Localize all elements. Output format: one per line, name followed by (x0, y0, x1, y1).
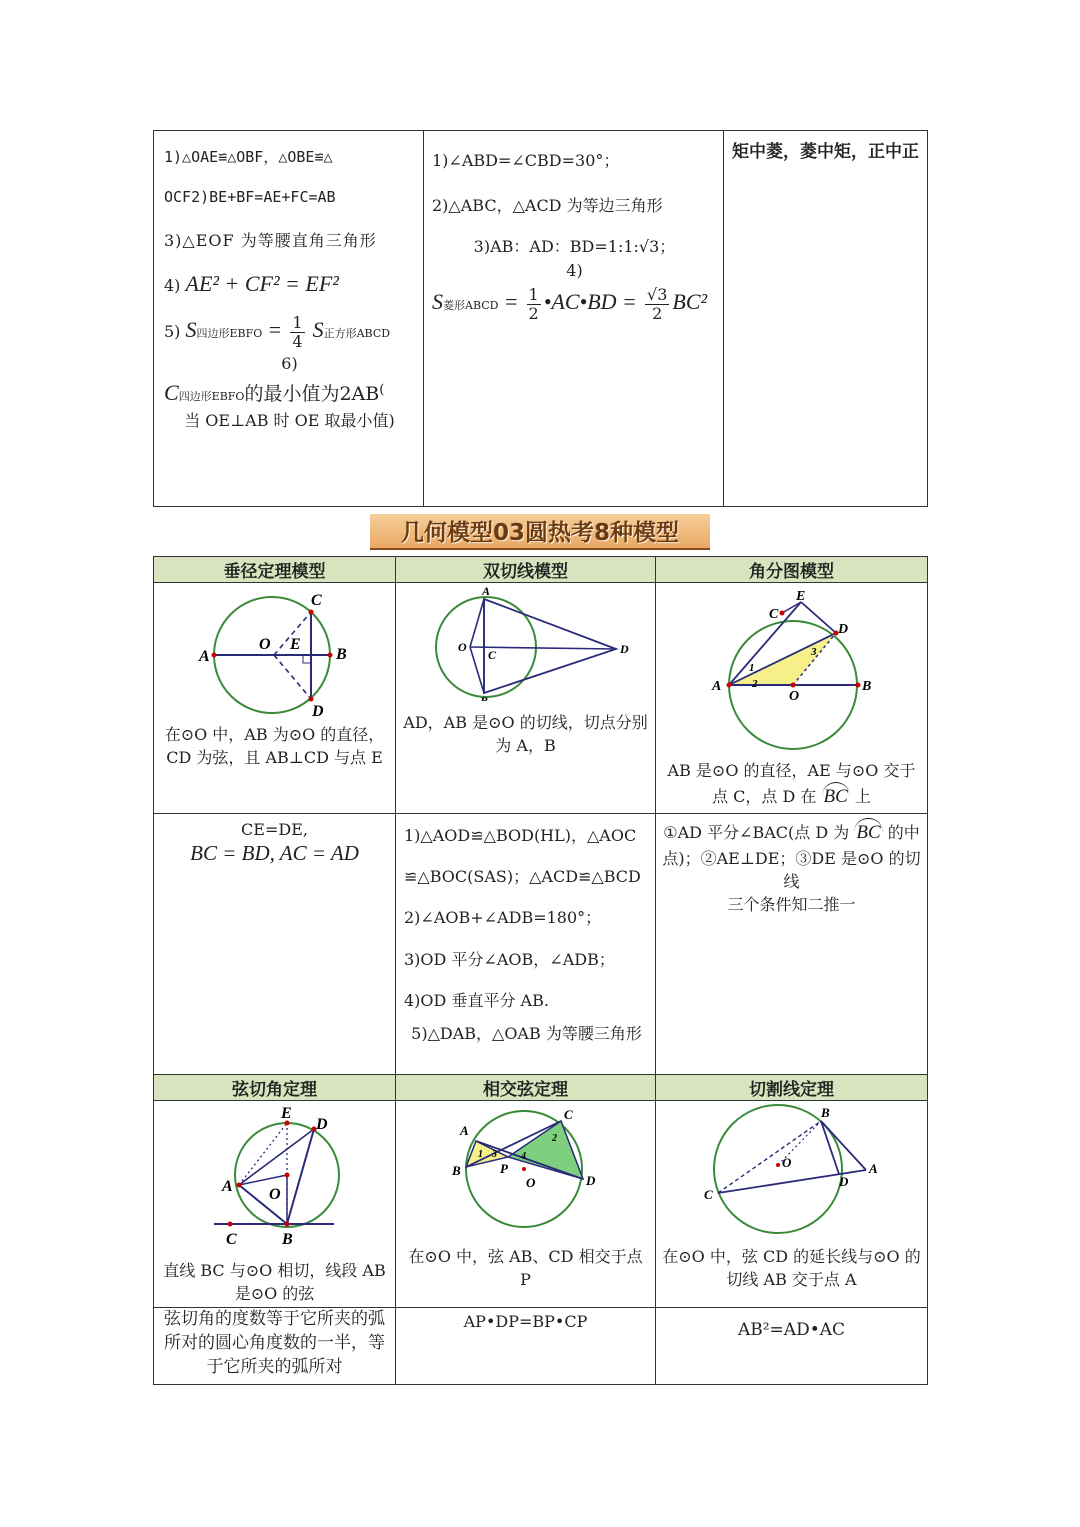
top-properties-table (153, 130, 928, 507)
label-a: A (482, 584, 491, 598)
fraction-den: 2 (652, 303, 663, 323)
formula-symbol: S (312, 316, 324, 342)
conclusion-cell (656, 814, 928, 1075)
text-line: 的最小值为2AB (244, 383, 380, 406)
top-col3-cell (724, 131, 928, 507)
fraction (527, 286, 541, 322)
angle-label: 2 (552, 1133, 557, 1144)
conclusion-text: AB²=AD•AC (737, 1320, 846, 1340)
fraction (645, 286, 669, 322)
circle-models-table (153, 556, 928, 1385)
formula-subscript: 四边形EBFO (196, 326, 263, 340)
label-e: E (281, 1105, 292, 1122)
arc-bc: BC (822, 782, 850, 811)
label-d: D (839, 1174, 849, 1189)
text-line: 当 OE⊥AB 时 OE 取最小值) (184, 411, 395, 431)
label-c: C (226, 1231, 237, 1248)
angle-label: 2 (752, 678, 758, 690)
formula-symbol: = (267, 316, 283, 342)
label-o: O (526, 1175, 536, 1190)
header-cell: 弦切角定理 (154, 1075, 396, 1101)
conclusion-part: ①AD 平分∠BAC(点 D 为 (663, 823, 850, 842)
angle-label: 1 (749, 662, 755, 674)
label-o: O (458, 640, 467, 654)
label-c: C (488, 648, 497, 662)
text-line: 2)△ABC，△ACD 为等边三角形 (432, 196, 663, 216)
conclusion-line: ≌△BOC(SAS)；△ACD≌△BCD (404, 867, 641, 887)
label-d: D (316, 1116, 328, 1133)
fraction-den: 4 (292, 331, 303, 351)
label-b: B (480, 694, 489, 701)
description-text: 上 (854, 787, 871, 807)
conclusion-cell (656, 1308, 928, 1385)
label-b: B (282, 1231, 293, 1248)
label-o: O (259, 636, 271, 653)
label-a: A (199, 648, 210, 665)
model-description: 直线 BC 与⊙O 相切，线段 AB 是⊙O 的弦 (163, 1261, 386, 1304)
label-b: B (862, 679, 872, 694)
text-line: 4) (164, 275, 181, 295)
conclusion-cell (396, 814, 656, 1075)
model-cell-angle-bisector (656, 583, 928, 814)
model-cell-chord-tangent-angle (154, 1101, 396, 1308)
conclusion-cell (396, 1308, 656, 1385)
model-cell-secant-tangent (656, 1101, 928, 1308)
arc-bc: BC (854, 818, 882, 847)
conclusion-cell (154, 1308, 396, 1385)
label-d: D (838, 622, 849, 637)
label-b: B (821, 1105, 830, 1120)
label-e: E (796, 589, 806, 604)
model-description: 在⊙O 中，弦 AB、CD 相交于点 P (408, 1247, 643, 1290)
angle-label: 4 (521, 1151, 526, 1162)
figure-angle-bisector (656, 583, 926, 753)
conclusion-text: 弦切角的度数等于它所夹的弧所对的圆心角度数的一半，等于它所夹的弧所对 (164, 1309, 385, 1377)
top-col1-cell (154, 131, 424, 507)
conclusion-text (656, 814, 927, 893)
conclusion-text: AP•DP=BP•CP (463, 1312, 588, 1331)
label-e: E (290, 636, 301, 653)
angle-label: 1 (478, 1149, 483, 1160)
label-o: O (269, 1186, 281, 1203)
fraction-num: 1 (292, 312, 303, 332)
text-line: 1)∠ABD=∠CBD=30°； (432, 151, 620, 170)
model-description: 在⊙O 中，弦 CD 的延长线与⊙O 的切线 AB 交于点 A (662, 1247, 921, 1290)
formula-subscript: 菱形ABCD (443, 298, 499, 312)
label-c: C (564, 1107, 573, 1122)
angle-label: 3 (492, 1149, 497, 1160)
label-d: D (586, 1173, 596, 1188)
angle-label: 3 (811, 646, 817, 658)
formula-symbol: S (185, 316, 197, 342)
header-cell: 垂径定理模型 (154, 557, 396, 583)
conclusion-line: 5)△DAB，△OAB 为等腰三角形 (411, 1023, 642, 1043)
text-line: 5) (164, 321, 181, 341)
figure-two-tangents (396, 583, 654, 701)
label-p: P (500, 1161, 508, 1176)
arc-equality: BC = BD, AC = AD (190, 841, 359, 866)
section-title: 几何模型03圆热考8种模型 (370, 514, 710, 550)
label-o: O (789, 689, 800, 704)
label-c: C (311, 592, 322, 609)
label-a: A (869, 1161, 878, 1176)
formula-ae-cf-ef: AE² + CF² = EF² (185, 270, 339, 296)
formula-symbol: S (432, 288, 443, 314)
formula-symbol: = (503, 288, 519, 314)
formula-subscript: 四边形EBFO (178, 390, 245, 404)
formula-symbol: C (164, 380, 179, 406)
header-cell: 切割线定理 (656, 1075, 928, 1101)
fraction-num: 1 (528, 285, 539, 305)
model-cell-perpendicular-diameter (154, 583, 396, 814)
header-cell: 双切线模型 (396, 557, 656, 583)
label-a: A (222, 1178, 233, 1195)
top-col2-cell (424, 131, 724, 507)
text-line: 4) (566, 260, 583, 280)
figure-chord-tangent-angle (154, 1101, 394, 1251)
header-cell: 相交弦定理 (396, 1075, 656, 1101)
model-cell-two-tangents (396, 583, 656, 814)
label-c: C (769, 607, 779, 622)
label-d: D (312, 703, 324, 719)
label-o: O (782, 1155, 792, 1170)
label-b: B (336, 646, 347, 663)
text-line: 矩中菱，菱中矩，正中正 (732, 142, 919, 162)
text-line: 6) (281, 354, 298, 374)
text-line: 3)AB：AD：BD=1:1:√3； (473, 237, 676, 257)
formula-subscript: 正方形ABCD (323, 326, 391, 340)
description-text: AB 是⊙O 的直径，AE 与⊙O 交于点 C，点 D 在 (667, 761, 916, 807)
conclusion-line: 2)∠AOB+∠ADB=180°； (404, 908, 602, 928)
text-line: 1)△OAE≌△OBF，△OBE≌△ (164, 148, 333, 166)
conclusion-line: 4)OD 垂直平分 AB. (404, 990, 549, 1010)
paren: ( (379, 383, 385, 399)
figure-secant-tangent (656, 1101, 926, 1241)
label-c: C (704, 1187, 713, 1202)
fraction (290, 314, 304, 350)
text-line: OCF2)BE+BF=AE+FC=AB (164, 187, 336, 206)
model-description: 在⊙O 中，AB 为⊙O 的直径，CD 为弦，且 AB⊥CD 与点 E (164, 725, 385, 768)
label-b: B (452, 1163, 461, 1178)
fraction-den: 2 (528, 303, 539, 323)
figure-intersecting-chords (396, 1101, 654, 1241)
conclusion-part: 的中点)；②AE⊥DE；③DE 是⊙O 的切线 (662, 823, 921, 891)
header-cell: 角分图模型 (656, 557, 928, 583)
label-a: A (460, 1123, 469, 1138)
formula-text: BC² (672, 288, 708, 314)
formula-text: •AC•BD = (543, 288, 637, 314)
label-d: D (620, 642, 629, 656)
model-cell-intersecting-chords (396, 1101, 656, 1308)
conclusion-cell (154, 814, 396, 1075)
text-line: 3)△EOF 为等腰直角三角形 (164, 230, 377, 250)
label-a: A (712, 679, 722, 694)
conclusion-text: CE=DE, (241, 820, 308, 839)
fraction-num: √3 (647, 285, 668, 305)
model-description: AD，AB 是⊙O 的切线，切点分别为 A，B (403, 713, 648, 756)
figure-perpendicular-diameter (154, 583, 394, 719)
conclusion-text: 三个条件知二推一 (727, 894, 856, 914)
conclusion-line: 3)OD 平分∠AOB，∠ADB； (404, 949, 615, 969)
conclusion-line: 1)△AOD≌△BOD(HL)，△AOC (404, 826, 637, 845)
model-description (656, 757, 927, 811)
